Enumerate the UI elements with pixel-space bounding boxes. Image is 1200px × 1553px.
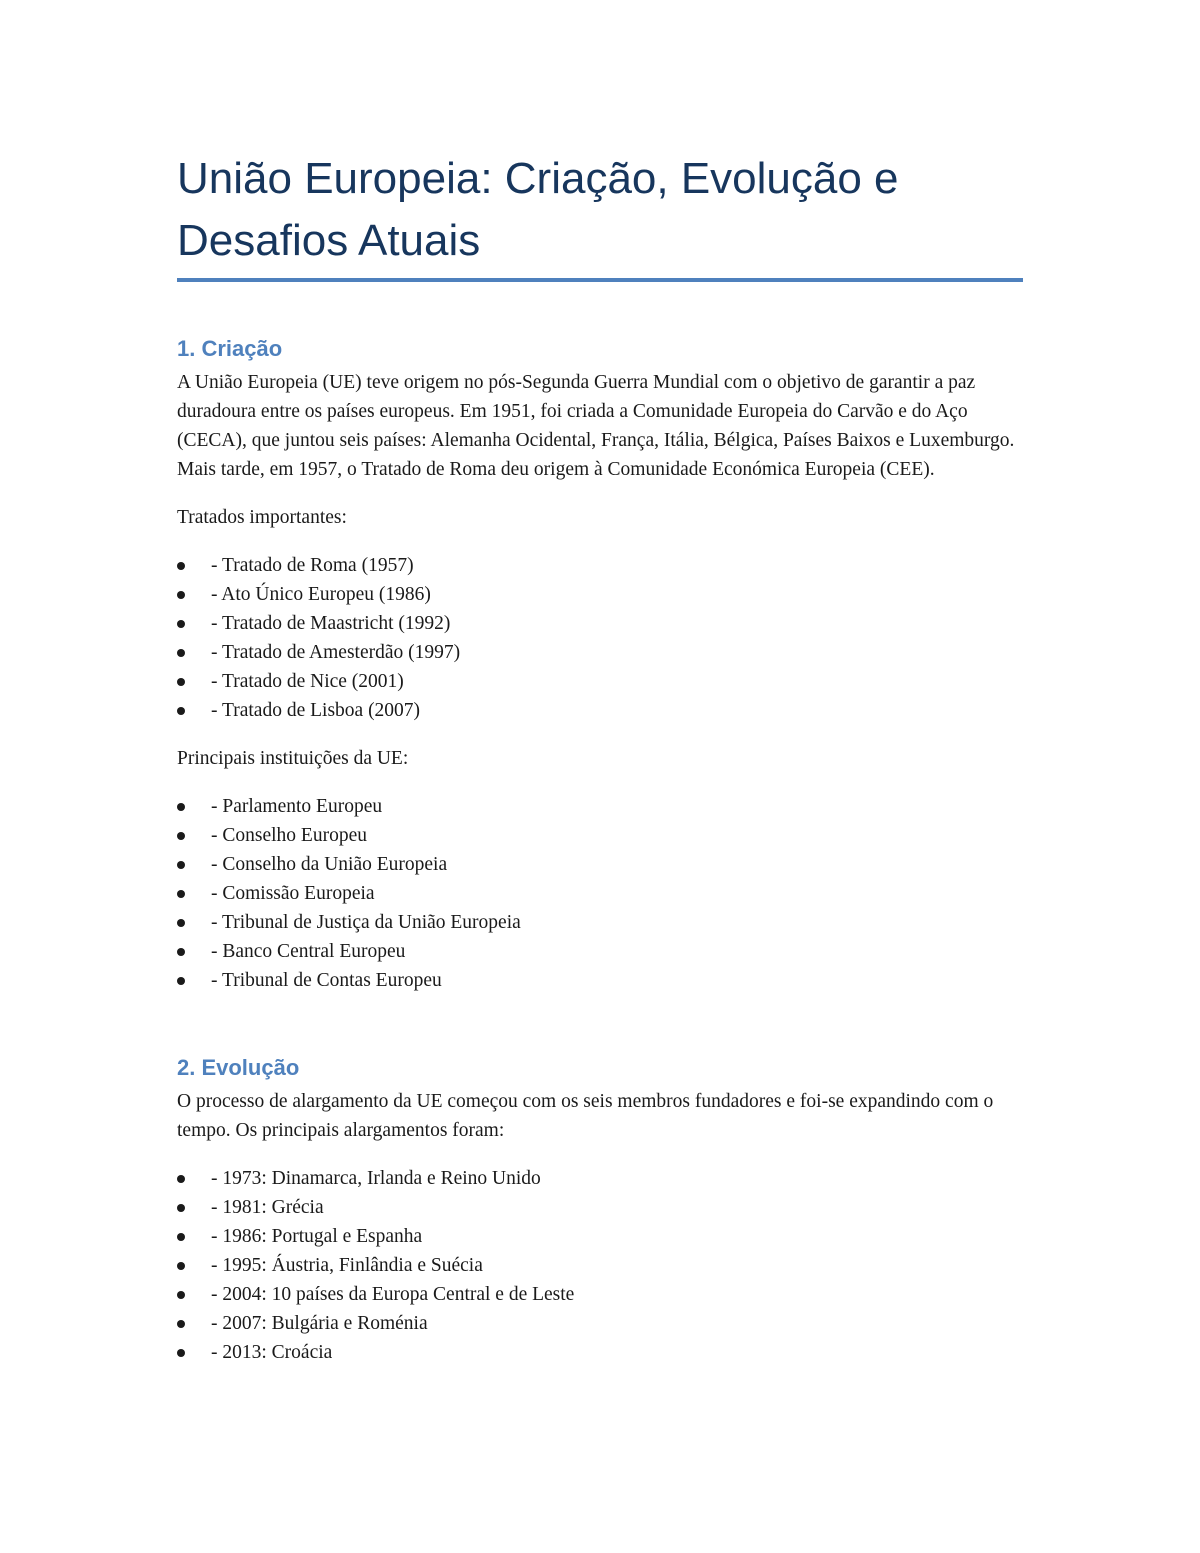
- bullet-icon: [177, 919, 185, 927]
- bullet-icon: [177, 1291, 185, 1299]
- alargamento-list-item: [177, 1164, 1023, 1193]
- bullet-icon: [177, 620, 185, 628]
- tratado-list-item: [177, 609, 1023, 638]
- tratado-list-item-text: - Tratado de Amesterdão (1997): [211, 642, 461, 663]
- alargamento-list-item: [177, 1222, 1023, 1251]
- bullet-icon: [177, 1262, 185, 1270]
- alargamento-list-item-text: - 2013: Croácia: [211, 1342, 333, 1363]
- document-title: União Europeia: Criação, Evolução e Desafios Atuais: [177, 154, 899, 265]
- bullet-icon: [177, 649, 185, 657]
- bullet-icon: [177, 1204, 185, 1212]
- alargamento-list-item: [177, 1251, 1023, 1280]
- tratado-list-item: [177, 580, 1023, 609]
- instituicao-list-item: [177, 937, 1023, 966]
- instituicao-list-item: [177, 879, 1023, 908]
- instituicoes-list: [177, 792, 1023, 995]
- bullet-icon: [177, 678, 185, 686]
- tratado-list-item: [177, 667, 1023, 696]
- tratado-list-item: [177, 551, 1023, 580]
- instituicao-list-item-text: - Parlamento Europeu: [211, 796, 383, 817]
- alargamentos-list: [177, 1164, 1023, 1367]
- alargamento-list-item: [177, 1338, 1023, 1367]
- instituicao-list-item: [177, 821, 1023, 850]
- bullet-icon: [177, 948, 185, 956]
- bullet-icon: [177, 1175, 185, 1183]
- tratados-label: Tratados importantes:: [177, 507, 347, 528]
- tratados-list: [177, 551, 1023, 725]
- tratado-list-item-text: - Tratado de Lisboa (2007): [211, 700, 421, 721]
- alargamento-list-item-text: - 1973: Dinamarca, Irlanda e Reino Unido: [211, 1168, 541, 1189]
- bullet-icon: [177, 591, 185, 599]
- bullet-icon: [177, 1320, 185, 1328]
- bullet-icon: [177, 1233, 185, 1241]
- instituicao-list-item-text: - Conselho Europeu: [211, 825, 367, 846]
- bullet-icon: [177, 803, 185, 811]
- bullet-icon: [177, 562, 185, 570]
- document-page: [177, 148, 1023, 1367]
- instituicao-list-item-text: - Tribunal de Contas Europeu: [211, 970, 442, 991]
- title-underline: [177, 278, 1023, 282]
- bullet-icon: [177, 890, 185, 898]
- bullet-icon: [177, 861, 185, 869]
- tratado-list-item-text: - Tratado de Nice (2001): [211, 671, 404, 692]
- tratado-list-item: [177, 696, 1023, 725]
- instituicao-list-item: [177, 966, 1023, 995]
- bullet-icon: [177, 1349, 185, 1357]
- tratado-list-item: [177, 638, 1023, 667]
- section-heading-criacao: 1. Criação: [177, 336, 283, 361]
- alargamento-list-item-text: - 1981: Grécia: [211, 1197, 324, 1218]
- instituicao-list-item-text: - Comissão Europeia: [211, 883, 375, 904]
- evolucao-paragraph: O processo de alargamento da UE começou com os seis membros fundadores e foi-se expandindo com o tempo. Os principais alargamentos foram:: [177, 1091, 994, 1141]
- instituicao-list-item-text: - Conselho da União Europeia: [211, 854, 448, 875]
- bullet-icon: [177, 977, 185, 985]
- tratado-list-item-text: - Tratado de Roma (1957): [211, 555, 414, 576]
- instituicoes-label: Principais instituições da UE:: [177, 748, 409, 769]
- criacao-paragraph: A União Europeia (UE) teve origem no pós-Segunda Guerra Mundial com o objetivo de garantir a paz duradoura entre os países europeus. Em 1951, foi criada a Comunidade Europeia do Carvão e do Aço (CECA), que juntou seis países: Alemanha Ocidental, França, Itália, Bélgica, Países Baixos e Luxemburgo. Mais tarde, em 1957, o Tratado de Roma deu origem à Comunidade Económica Europeia (CEE).: [177, 372, 1015, 480]
- bullet-icon: [177, 707, 185, 715]
- bullet-icon: [177, 832, 185, 840]
- tratado-list-item-text: - Ato Único Europeu (1986): [211, 584, 431, 605]
- alargamento-list-item-text: - 1995: Áustria, Finlândia e Suécia: [211, 1255, 483, 1276]
- alargamento-list-item: [177, 1280, 1023, 1309]
- alargamento-list-item: [177, 1193, 1023, 1222]
- instituicao-list-item-text: - Banco Central Europeu: [211, 941, 406, 962]
- instituicao-list-item: [177, 792, 1023, 821]
- alargamento-list-item-text: - 2007: Bulgária e Roménia: [211, 1313, 428, 1334]
- alargamento-list-item: [177, 1309, 1023, 1338]
- instituicao-list-item-text: - Tribunal de Justiça da União Europeia: [211, 912, 521, 933]
- instituicao-list-item: [177, 850, 1023, 879]
- alargamento-list-item-text: - 1986: Portugal e Espanha: [211, 1226, 423, 1247]
- alargamento-list-item-text: - 2004: 10 países da Europa Central e de Leste: [211, 1284, 575, 1305]
- tratado-list-item-text: - Tratado de Maastricht (1992): [211, 613, 451, 634]
- instituicao-list-item: [177, 908, 1023, 937]
- section-heading-evolucao: 2. Evolução: [177, 1055, 300, 1080]
